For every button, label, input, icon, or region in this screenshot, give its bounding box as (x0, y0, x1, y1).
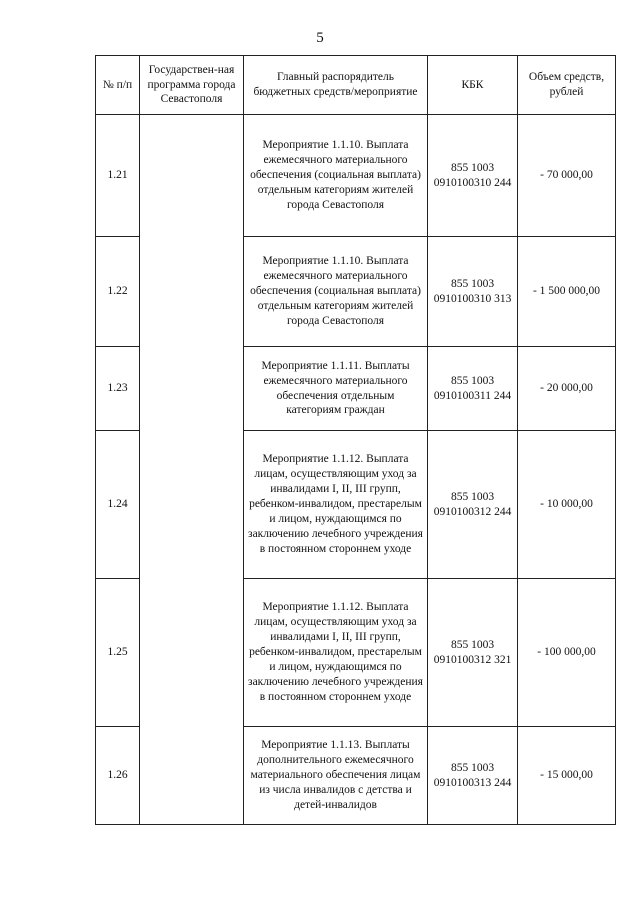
row-desc: Мероприятие 1.1.12. Выплата лицам, осуществляющим уход за инвалидами I, II, III групп, ребенком-инвалидом, престарелым и лицом, нуждающимся по заключению лечебного учреждения в постоянном стороннем уходе (244, 431, 428, 579)
row-amount: - 1 500 000,00 (518, 237, 616, 347)
row-desc: Мероприятие 1.1.10. Выплата ежемесячного материального обеспечения (социальная выплата) отдельным категориям жителей города Севастополя (244, 237, 428, 347)
table-row (96, 115, 616, 237)
row-amount: - 20 000,00 (518, 347, 616, 431)
row-desc: Мероприятие 1.1.13. Выплаты дополнительного ежемесячного материального обеспечения лицам из числа инвалидов с детства и детей-инвалидов (244, 727, 428, 825)
header-row (96, 56, 616, 115)
row-num: 1.26 (96, 727, 140, 825)
row-kbk: 855 1003 0910100311 244 (428, 347, 518, 431)
row-num: 1.24 (96, 431, 140, 579)
budget-table (95, 55, 616, 825)
row-kbk: 855 1003 0910100310 313 (428, 237, 518, 347)
row-kbk: 855 1003 0910100312 244 (428, 431, 518, 579)
row-amount: - 10 000,00 (518, 431, 616, 579)
row-amount: - 70 000,00 (518, 115, 616, 237)
row-kbk: 855 1003 0910100313 244 (428, 727, 518, 825)
row-num: 1.22 (96, 237, 140, 347)
row-amount: - 15 000,00 (518, 727, 616, 825)
row-kbk: 855 1003 0910100312 321 (428, 579, 518, 727)
row-desc: Мероприятие 1.1.11. Выплаты ежемесячного материального обеспечения отдельным категориям граждан (244, 347, 428, 431)
row-num: 1.21 (96, 115, 140, 237)
header-num: № п/п (96, 56, 140, 115)
row-desc: Мероприятие 1.1.12. Выплата лицам, осуществляющим уход за инвалидами I, II, III групп, ребенком-инвалидом, престарелым и лицом, нуждающимся по заключению лечебного учреждения в постоянном стороннем уходе (244, 579, 428, 727)
row-num: 1.23 (96, 347, 140, 431)
row-num: 1.25 (96, 579, 140, 727)
row-desc: Мероприятие 1.1.10. Выплата ежемесячного материального обеспечения (социальная выплата) отдельным категориям жителей города Севастополя (244, 115, 428, 237)
page-number: 5 (316, 30, 324, 46)
row-amount: - 100 000,00 (518, 579, 616, 727)
header-kbk: КБК (428, 56, 518, 115)
header-program: Государствен-ная программа города Севастополя (140, 56, 244, 115)
header-amount: Объем средств, рублей (518, 56, 616, 115)
program-cell (140, 115, 244, 825)
header-desc: Главный распорядитель бюджетных средств/мероприятие (244, 56, 428, 115)
row-kbk: 855 1003 0910100310 244 (428, 115, 518, 237)
